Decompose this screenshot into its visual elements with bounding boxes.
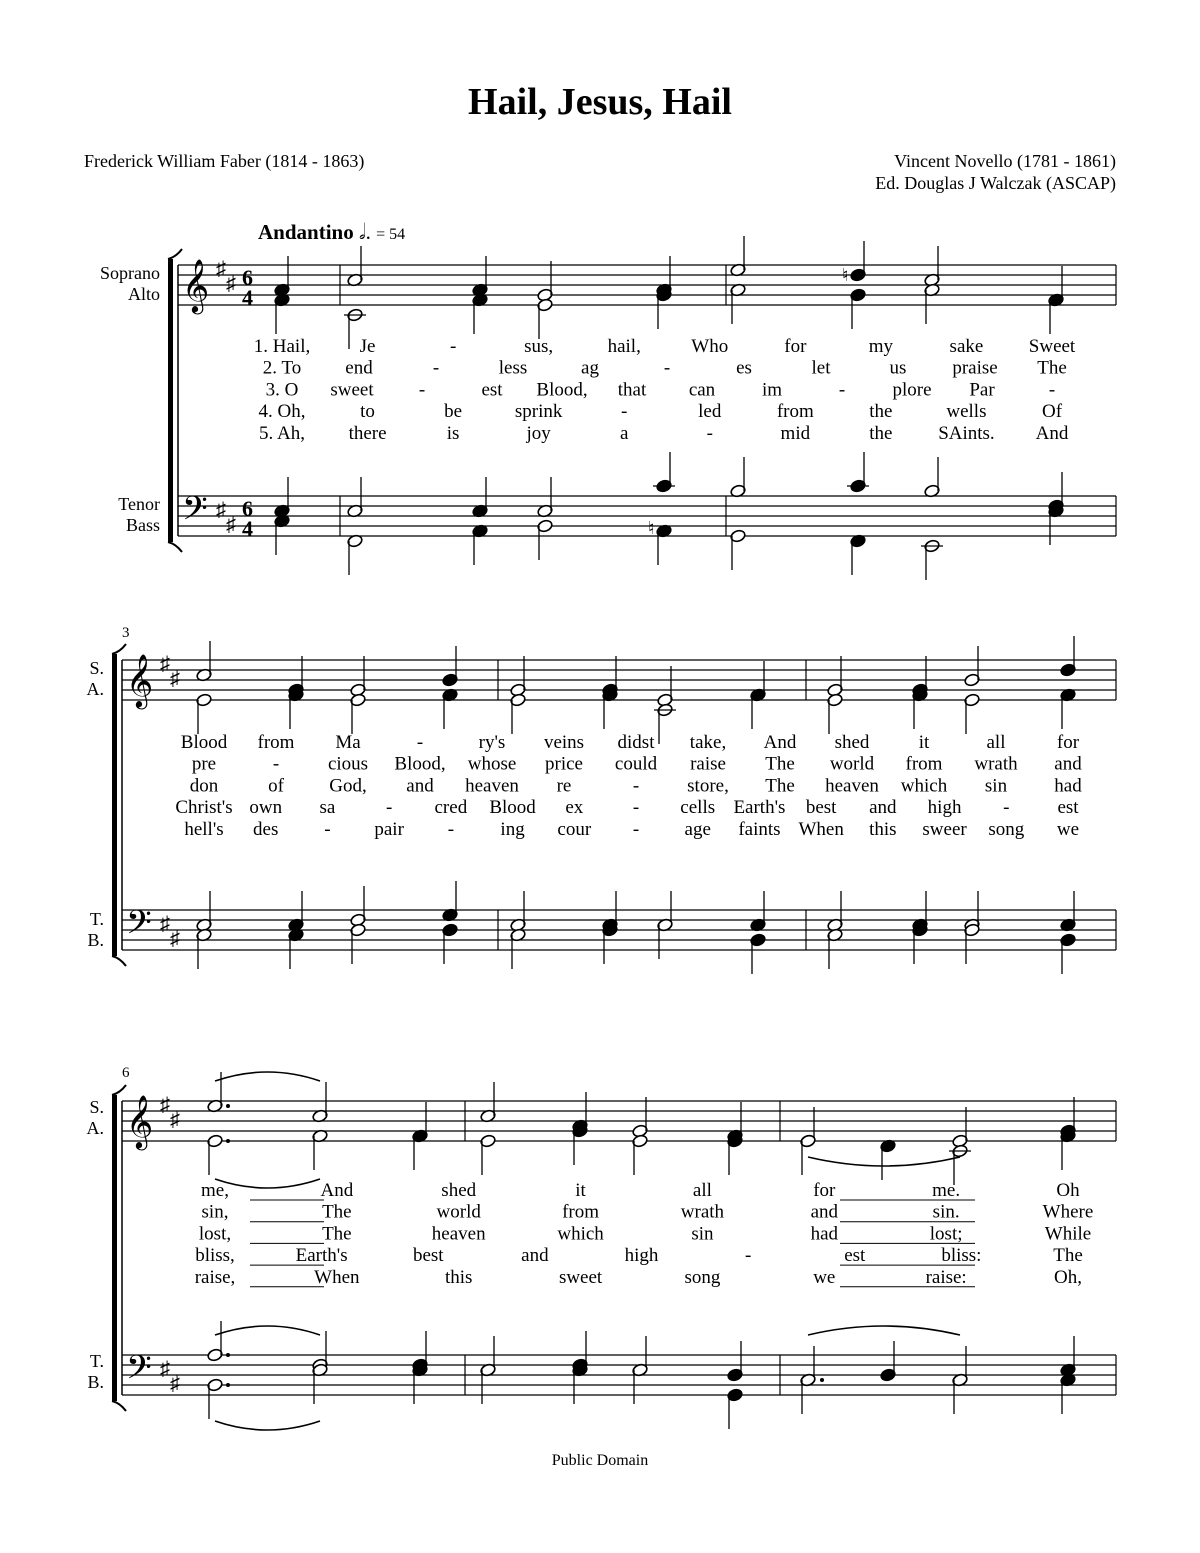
lyric-syllable: from [257, 732, 295, 753]
lyric-syllable: - [1003, 797, 1010, 819]
lyric-syllable: And [320, 1180, 354, 1201]
lyric-syllable: mid [780, 422, 811, 444]
copyright-footer: Public Domain [551, 1452, 649, 1469]
treble-clef-icon: 𝄞 [126, 655, 154, 706]
lyric-syllable: cred [434, 797, 468, 819]
lyric-syllable: ing [500, 818, 525, 840]
lyric-syllable: that [617, 379, 647, 401]
lyric-syllable: When [314, 1266, 360, 1288]
slur [215, 1326, 320, 1335]
lyric-syllable: the [869, 401, 893, 423]
lyric-syllable: sin [691, 1223, 714, 1245]
sharp-icon: ♯ [170, 1373, 180, 1395]
lyric-syllable: The [322, 1201, 352, 1223]
lyric-syllable: est [1057, 797, 1079, 819]
system-bracket [112, 654, 117, 956]
staff-label-a: A. [86, 679, 104, 699]
lyric-syllable: high [624, 1245, 659, 1267]
lyric-syllable: sa [319, 797, 336, 819]
lyric-syllable: heaven [825, 775, 879, 797]
lyric-syllable: us [889, 357, 907, 379]
measure-number: 6 [122, 1065, 130, 1081]
lyric-syllable: for [813, 1180, 836, 1201]
lyric-syllable: ag [581, 357, 599, 379]
lyric-syllable: joy [526, 422, 551, 444]
lyric-syllable: raise [690, 753, 726, 775]
lyric-syllable: des [253, 818, 279, 840]
lyric-syllable: Earth's [295, 1245, 348, 1267]
lyric-syllable: world [436, 1201, 481, 1223]
lyric-syllable: had [810, 1223, 839, 1245]
lyric-syllable: led [698, 401, 722, 423]
lyric-syllable: sin, [201, 1201, 229, 1223]
editor-name: Ed. Douglas J Walczak (ASCAP) [875, 173, 1116, 193]
lyric-syllable: and [521, 1245, 549, 1267]
half-note-dotted-icon: 𝅗𝅥. [358, 220, 371, 244]
staff-label-t: T. [89, 909, 104, 929]
lyric-syllable: is [446, 422, 460, 444]
lyric-syllable: 1. Hail, [253, 336, 311, 357]
time-signature-numerator: 6 [242, 496, 253, 521]
lyric-syllable: price [545, 753, 583, 775]
lyric-syllable: The [1037, 357, 1067, 379]
lyric-syllable: don [189, 775, 219, 797]
lyric-syllable: best [805, 797, 837, 819]
lyric-syllable: didst [617, 732, 655, 753]
lyric-syllable: est [481, 379, 503, 401]
lyric-syllable: When [798, 818, 844, 840]
lyric-syllable: - [385, 797, 393, 819]
lyric-syllable: shed [441, 1180, 477, 1201]
bracket-hook [168, 249, 182, 259]
staff-label-soprano: Soprano [100, 263, 160, 283]
lyric-syllable: end [345, 357, 373, 379]
lyric-syllable: for [784, 336, 807, 357]
lyric-syllable: could [614, 753, 658, 775]
lyric-syllable: song [988, 818, 1025, 840]
lyric-syllable: best [412, 1245, 444, 1267]
lyric-syllable: all [692, 1180, 712, 1201]
lyric-syllable: - [432, 357, 440, 379]
sharp-icon: ♯ [160, 653, 170, 675]
augmentation-dot [820, 1378, 824, 1382]
lyric-syllable: veins [543, 732, 585, 753]
lyric-syllable: my [868, 336, 894, 357]
metronome-value: = 54 [376, 226, 406, 243]
lyric-syllable: wells [946, 401, 987, 423]
lyric-syllable: and [1054, 753, 1082, 775]
lyric-syllable: a [620, 422, 629, 444]
augmentation-dot [226, 1104, 230, 1108]
lyric-syllable: lost; [929, 1223, 963, 1245]
lyric-syllable: Christ's [175, 797, 233, 819]
lyric-syllable: The [765, 753, 795, 775]
bass-clef-icon: 𝄢 [126, 1349, 152, 1394]
lyric-syllable: - [632, 818, 640, 840]
staff-label-alto: Alto [127, 284, 160, 304]
lyric-syllable: praise [952, 357, 998, 379]
lyric-syllable: sus, [524, 336, 554, 357]
lyric-syllable: Sweet [1028, 336, 1076, 357]
lyric-syllable: let [811, 357, 831, 379]
sharp-icon: ♯ [170, 1109, 180, 1131]
sharp-icon: ♯ [216, 258, 226, 280]
staff-label-bass: Bass [125, 515, 160, 535]
lyric-syllable: shed [834, 732, 870, 753]
lyric-syllable: from [562, 1201, 600, 1223]
lyric-syllable: we [813, 1266, 836, 1288]
bass-clef-icon: 𝄢 [126, 904, 152, 949]
lyric-syllable: me, [201, 1180, 229, 1201]
lyric-syllable: raise: [925, 1266, 967, 1288]
lyric-syllable: sweet [558, 1266, 603, 1288]
lyric-syllable: heaven [431, 1223, 486, 1245]
lyric-syllable: hell's [184, 818, 224, 840]
system-bracket [112, 1095, 117, 1401]
lyricist-credit: Frederick William Faber (1814 - 1863) [84, 151, 365, 171]
lyric-syllable: And [763, 732, 797, 753]
lyric-syllable: and [406, 775, 434, 797]
lyric-syllable: ry's [478, 732, 506, 753]
lyric-syllable: Of [1041, 401, 1063, 423]
lyric-syllable: ex [565, 797, 584, 819]
lyric-syllable: - [632, 775, 640, 797]
bracket-hook [168, 542, 182, 552]
system-bracket [168, 259, 173, 542]
lyric-syllable: age [684, 818, 711, 840]
bracket-hook [112, 1401, 126, 1411]
slur [215, 1072, 320, 1081]
lyric-syllable: - [663, 357, 671, 379]
slur [215, 1179, 320, 1188]
time-signature-numerator: 6 [242, 265, 253, 290]
lyric-syllable: The [765, 775, 795, 797]
staff-label-t: T. [89, 1351, 104, 1371]
lyric-syllable: Where [1042, 1201, 1094, 1223]
lyric-syllable: The [1053, 1245, 1083, 1267]
lyric-syllable: store, [687, 775, 729, 797]
lyric-syllable: Par [969, 379, 995, 401]
lyric-syllable: cious [327, 753, 369, 775]
slur [808, 1157, 960, 1166]
lyric-syllable: it [918, 732, 930, 753]
staff-label-s: S. [89, 1097, 104, 1117]
lyric-syllable: Ma [335, 732, 361, 753]
tempo-word: Andantino [258, 220, 354, 244]
lyric-syllable: song [684, 1266, 721, 1288]
augmentation-dot [226, 1139, 230, 1143]
lyric-syllable: heaven [465, 775, 519, 797]
lyric-syllable: cour [557, 818, 592, 840]
lyric-syllable: - [838, 379, 846, 401]
lyric-syllable: all [986, 732, 1006, 753]
lyric-syllable: - [621, 401, 628, 423]
lyric-syllable: And [1035, 422, 1069, 444]
lyric-syllable: Who [691, 336, 729, 357]
lyric-syllable: which [900, 775, 948, 797]
lyric-syllable: sweer [922, 818, 967, 840]
staff-label-tenor: Tenor [118, 494, 160, 514]
lyric-syllable: Earth's [733, 797, 786, 819]
lyric-syllable: es [736, 357, 752, 379]
lyric-syllable: - [744, 1245, 752, 1267]
lyric-syllable: The [322, 1223, 352, 1245]
natural-icon: ♮ [842, 265, 849, 285]
augmentation-dot [226, 1383, 230, 1387]
lyric-syllable: - [632, 797, 640, 819]
lyric-syllable: the [869, 422, 893, 444]
lyric-syllable: re [556, 775, 572, 797]
lyric-syllable: me. [932, 1180, 961, 1201]
lyric-syllable: from [905, 753, 943, 775]
lyric-syllable: from [776, 401, 814, 423]
bracket-hook [112, 1085, 126, 1095]
lyric-syllable: it [575, 1180, 586, 1201]
lyric-syllable: had [1054, 775, 1082, 797]
lyric-syllable: and [810, 1201, 839, 1223]
lyric-syllable: - [272, 753, 280, 775]
lyric-syllable: raise, [194, 1266, 236, 1288]
lyric-syllable: Oh, [1054, 1266, 1082, 1288]
lyric-syllable: 4. Oh, [258, 401, 306, 423]
lyric-syllable: - [324, 818, 331, 840]
sharp-icon: ♯ [170, 668, 180, 690]
lyric-syllable: there [348, 422, 387, 444]
lyric-syllable: Blood, [394, 753, 446, 775]
lyric-syllable: - [416, 732, 424, 753]
lyric-syllable: pre [191, 753, 217, 775]
lyric-syllable: 5. Ah, [259, 422, 305, 444]
lyric-syllable: wrath [680, 1201, 725, 1223]
staff-label-b: B. [87, 1372, 104, 1392]
sharp-icon: ♯ [226, 514, 236, 536]
lyric-syllable: sweet [330, 379, 374, 401]
treble-clef-icon: 𝄞 [126, 1096, 154, 1147]
lyric-syllable: Blood [180, 732, 228, 753]
time-signature-denominator: 4 [242, 285, 253, 310]
lyric-syllable: to [360, 401, 375, 423]
lyric-syllable: bliss: [941, 1245, 982, 1267]
lyric-syllable: this [444, 1266, 473, 1288]
lyric-syllable: this [869, 818, 897, 840]
lyric-syllable: cells [680, 797, 716, 819]
time-signature-denominator: 4 [242, 516, 253, 541]
lyric-syllable: plore [892, 379, 932, 401]
lyric-syllable: hail, [607, 336, 641, 357]
sharp-icon: ♯ [160, 913, 170, 935]
lyric-syllable: less [498, 357, 528, 379]
lyric-syllable: high [927, 797, 962, 819]
lyric-syllable: wrath [974, 753, 1018, 775]
lyric-syllable: sprink [514, 401, 563, 423]
lyric-syllable: - [447, 818, 455, 840]
lyric-syllable: Je [359, 336, 376, 357]
lyric-syllable: Blood [489, 797, 536, 819]
lyric-syllable: world [829, 753, 875, 775]
lyric-syllable: est [844, 1245, 866, 1267]
lyric-syllable: for [1056, 732, 1080, 753]
lyric-syllable: we [1056, 818, 1080, 840]
lyric-syllable: While [1044, 1223, 1092, 1245]
lyric-syllable: - [418, 379, 426, 401]
lyric-syllable: im [761, 379, 783, 401]
lyric-syllable: sake [949, 336, 984, 357]
page-title: Hail, Jesus, Hail [468, 81, 732, 123]
lyric-syllable: - [449, 336, 457, 357]
lyric-syllable: Blood, [536, 379, 588, 401]
sharp-icon: ♯ [160, 1094, 170, 1116]
lyric-syllable: pair [374, 818, 404, 840]
lyric-syllable: sin. [932, 1201, 960, 1223]
lyric-syllable: faints [738, 818, 781, 840]
lyric-syllable: of [268, 775, 284, 797]
lyric-syllable: - [1048, 379, 1056, 401]
sharp-icon: ♯ [226, 273, 236, 295]
sharp-icon: ♯ [170, 928, 180, 950]
lyric-syllable: lost, [198, 1223, 232, 1245]
lyric-syllable: 3. O [265, 379, 299, 401]
lyric-syllable: own [249, 797, 283, 819]
slur [215, 1421, 320, 1430]
natural-icon: ♮ [648, 518, 655, 538]
staff-label-b: B. [87, 930, 104, 950]
lyric-syllable: which [557, 1223, 604, 1245]
bracket-hook [112, 644, 126, 654]
bass-clef-icon: 𝄢 [182, 490, 208, 535]
staff-label-a: A. [86, 1118, 104, 1138]
lyric-syllable: bliss, [195, 1245, 235, 1267]
composer-name: Vincent Novello (1781 - 1861) [894, 151, 1116, 171]
lyric-syllable: SAints. [938, 422, 995, 444]
lyric-syllable: be [444, 401, 463, 423]
lyric-syllable: can [688, 379, 716, 401]
lyric-syllable: 2. To [262, 357, 302, 379]
sharp-icon: ♯ [160, 1358, 170, 1380]
lyric-syllable: - [706, 422, 713, 444]
lyric-syllable: Oh [1056, 1180, 1080, 1201]
staff-label-s: S. [89, 658, 104, 678]
bracket-hook [112, 956, 126, 966]
lyric-syllable: take, [689, 732, 727, 753]
lyric-syllable: and [869, 797, 897, 819]
lyric-syllable: God, [329, 775, 367, 797]
measure-number: 3 [122, 625, 130, 641]
lyric-syllable: sin [984, 775, 1008, 797]
sharp-icon: ♯ [216, 499, 226, 521]
treble-clef-icon: 𝄞 [182, 260, 210, 311]
augmentation-dot [226, 1353, 230, 1357]
lyric-syllable: whose [467, 753, 517, 775]
slur [808, 1326, 960, 1335]
